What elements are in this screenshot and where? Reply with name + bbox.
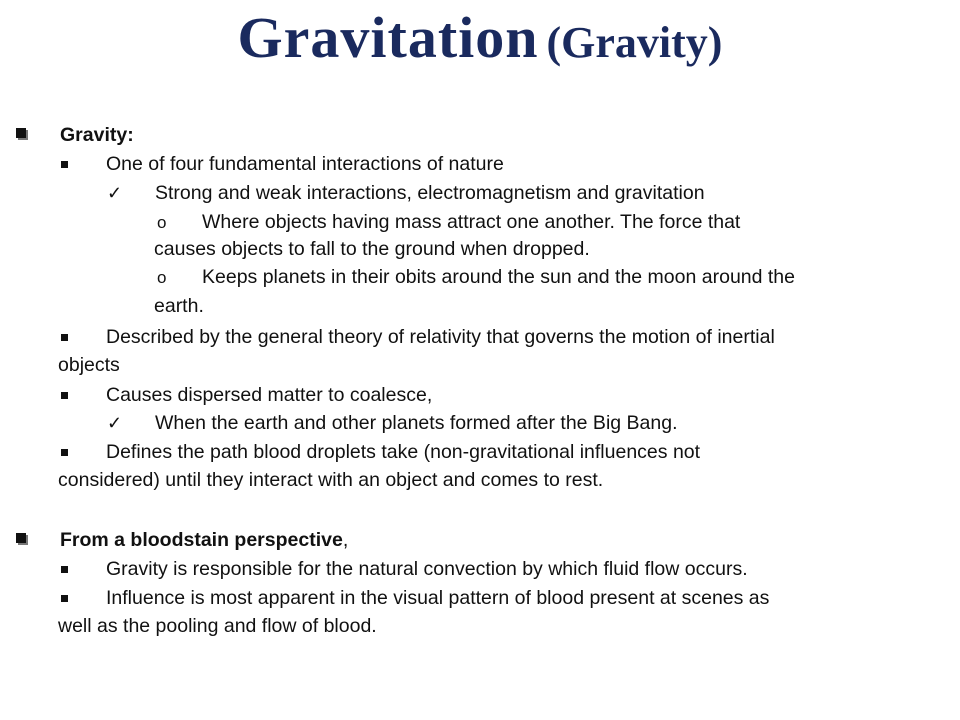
sub-bullet-text: When the earth and other planets formed after the Big Bang. [155,412,678,434]
sub-bullet-item [0,180,960,206]
bullet-text: well as the pooling and flow of blood. [58,615,377,637]
section-heading-bloodstain [0,527,960,553]
sub-sub-bullet-text: Where objects having mass attract one another. The force that [202,211,741,233]
bullet-continuation [0,613,960,639]
sub-sub-bullet-text: earth. [154,295,204,317]
circle-bullet-icon: o [157,268,167,287]
square-bullet-icon [61,595,68,602]
bullet-continuation [0,467,960,493]
bullet-item [0,585,960,611]
checkbox-bullet-icon [16,128,26,138]
square-bullet-icon [61,449,68,456]
square-bullet-icon [61,334,68,341]
square-bullet-icon [61,392,68,399]
bullet-item [0,556,960,582]
bullet-text: Gravity is responsible for the natural convection by which fluid flow occurs. [106,558,748,580]
sub-sub-bullet-text: causes objects to fall to the ground when dropped. [154,238,590,260]
slide-title [0,4,960,71]
title-subtitle: (Gravity) [546,18,723,67]
circle-bullet-icon: o [157,213,167,232]
bullet-item [0,439,960,465]
checkbox-bullet-icon [16,533,26,543]
bullet-text: considered) until they interact with an object and comes to rest. [58,469,604,491]
bullet-text: Influence is most apparent in the visual pattern of blood present at scenes as [106,587,770,609]
bullet-item [0,151,960,177]
bullet-text: Causes dispersed matter to coalesce, [106,384,433,406]
title-main: Gravitation [237,5,539,70]
bullet-text: One of four fundamental interactions of nature [106,153,504,175]
section-heading-gravity [0,122,960,148]
bullet-item [0,382,960,408]
sub-sub-bullet-continuation [0,293,960,319]
square-bullet-icon [61,566,68,573]
sub-bullet-item [0,410,960,436]
bullet-text: Described by the general theory of relativity that governs the motion of inertial [106,326,775,348]
sub-bullet-text: Strong and weak interactions, electromagnetism and gravitation [155,182,705,204]
section-heading-text: Gravity: [60,124,134,146]
sub-sub-bullet-continuation [0,236,960,262]
section-heading-bold: From a bloodstain perspective [60,529,343,551]
sub-sub-bullet-text: Keeps planets in their obits around the sun and the moon around the [202,266,795,288]
square-bullet-icon [61,161,68,168]
bullet-text: objects [58,354,120,376]
section-heading-text [60,527,348,553]
bullet-text: Defines the path blood droplets take (non-gravitational influences not [106,441,701,463]
checkmark-bullet-icon: ✓ [107,183,123,203]
bullet-item [0,324,960,350]
bullet-continuation [0,352,960,378]
section-heading-suffix: , [342,529,349,551]
sub-sub-bullet-item [0,209,960,235]
sub-sub-bullet-item [0,264,960,290]
checkmark-bullet-icon: ✓ [107,413,123,433]
